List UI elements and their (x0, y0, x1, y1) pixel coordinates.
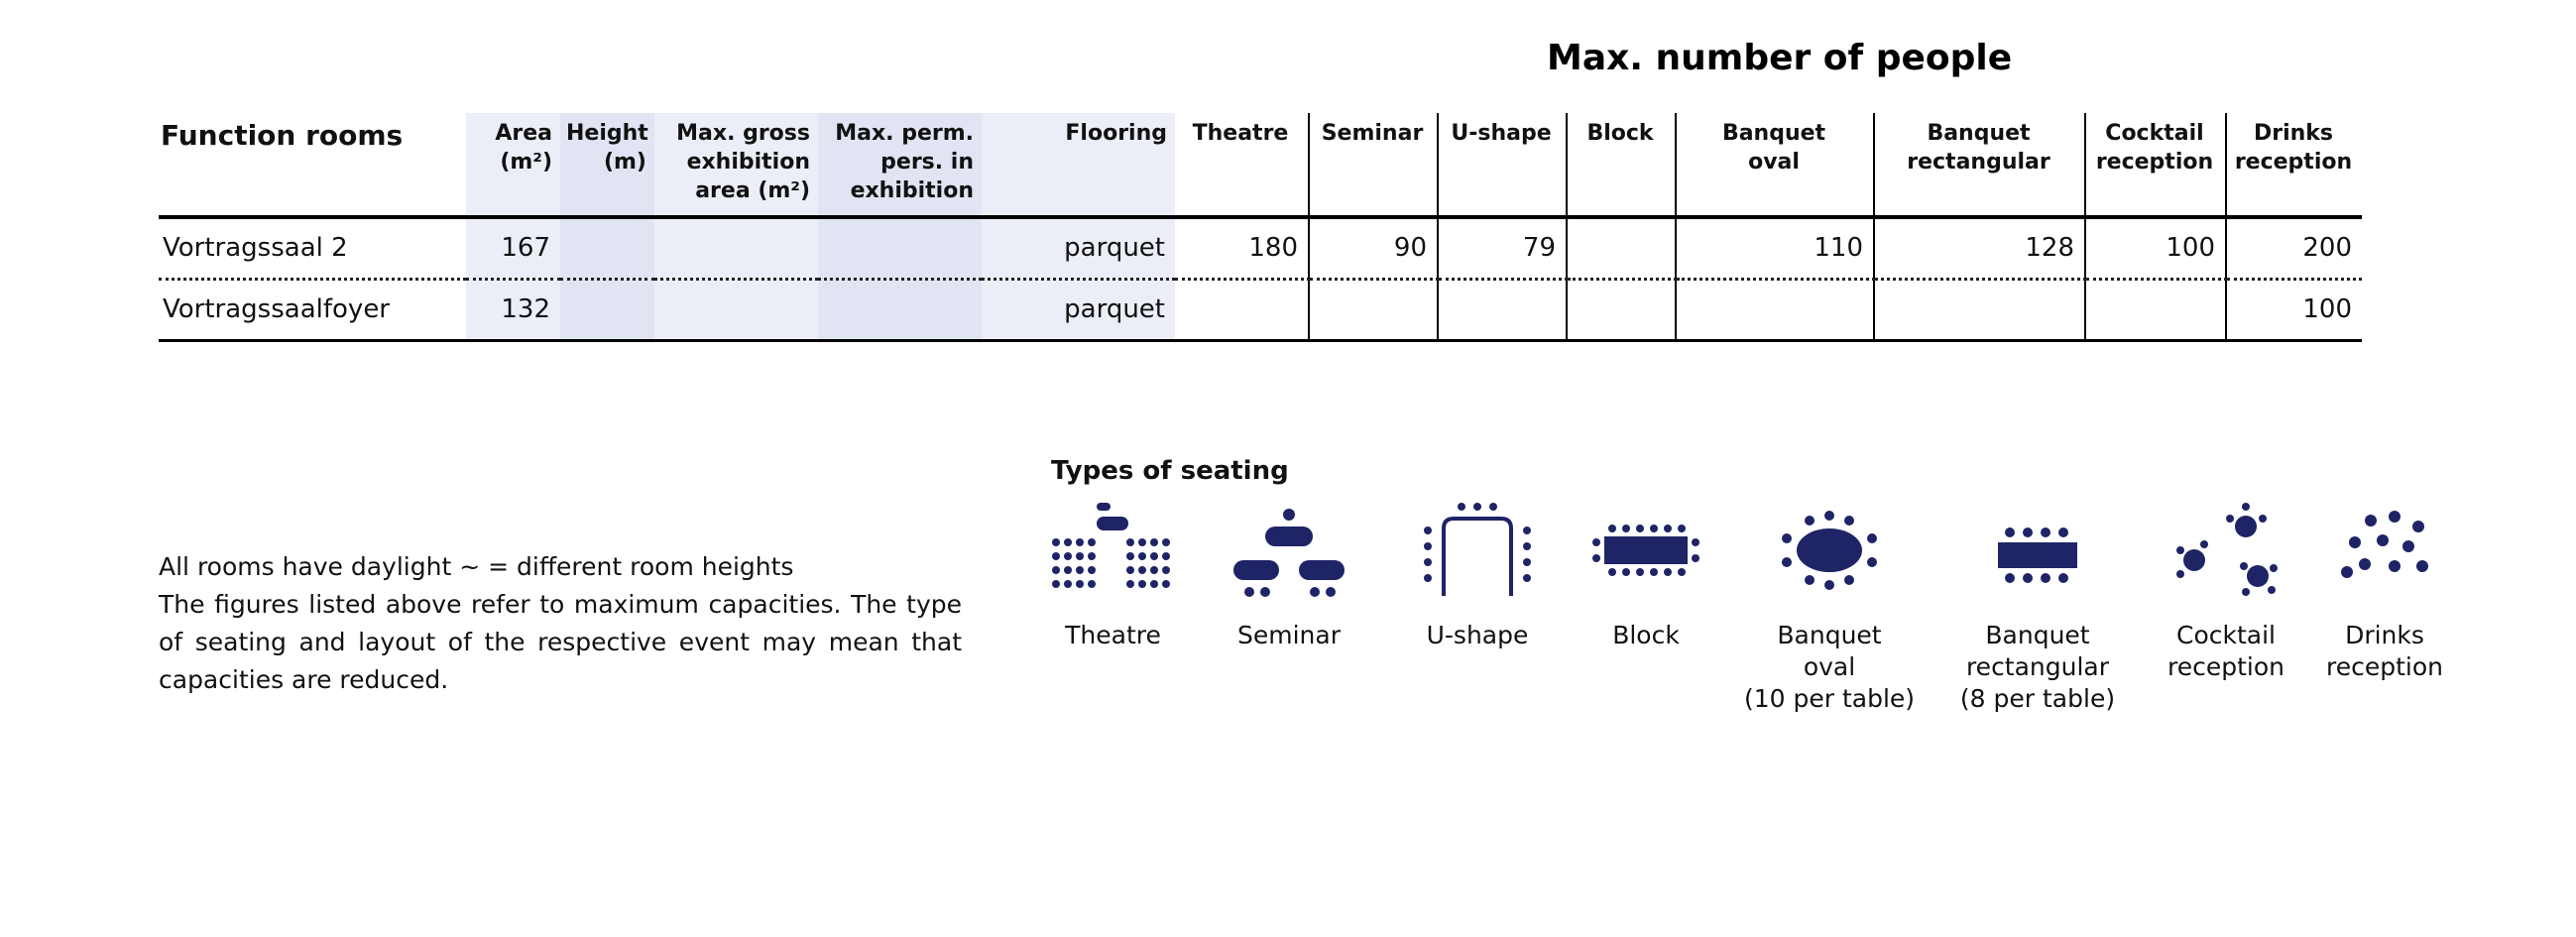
banquet-oval-value (1676, 279, 1874, 340)
col-header-drinks: Drinks reception (2226, 113, 2362, 217)
seating-label: reception (2326, 652, 2443, 681)
block-value (1567, 279, 1676, 340)
note-daylight: All rooms have daylight ~ = different room heights (159, 552, 794, 581)
seating-type-block (1586, 501, 1705, 651)
notes (159, 548, 962, 699)
col-header-perm-persons: Max. perm. pers. in exhibition (818, 113, 982, 217)
seating-type-theatre (1051, 501, 1175, 651)
seating-label: Theatre (1065, 621, 1161, 649)
col-header-banquet-oval: Banquet oval (1676, 113, 1874, 217)
room-name: Vortragssaal 2 (159, 217, 466, 279)
banquet-oval-icon (1770, 501, 1889, 600)
col-header-ushape: U-shape (1438, 113, 1567, 217)
flooring-value: parquet (982, 217, 1175, 279)
drinks-value: 100 (2226, 279, 2362, 340)
ushape-value: 79 (1438, 217, 1567, 279)
seating-label: (10 per table) (1743, 684, 1916, 713)
function-rooms-table (159, 113, 2362, 342)
seating-label: U-shape (1426, 621, 1529, 649)
area-value: 167 (466, 217, 560, 279)
gross-area-value (654, 217, 818, 279)
seating-label: Cocktail (2176, 621, 2276, 649)
seating-type-ushape (1418, 501, 1537, 651)
table-header-row (159, 113, 2362, 217)
seating-label: Seminar (1237, 621, 1341, 649)
types-of-seating-title: Types of seating (1051, 456, 1289, 486)
cocktail-value (2085, 279, 2226, 340)
col-header-height: Height (m) (560, 113, 654, 217)
height-value (560, 217, 654, 279)
table-row (159, 217, 2362, 279)
u-shape-icon (1418, 501, 1537, 600)
seating-type-seminar (1229, 501, 1348, 651)
flooring-value: parquet (982, 279, 1175, 340)
cocktail-value: 100 (2085, 217, 2226, 279)
ushape-value (1438, 279, 1567, 340)
block-value (1567, 217, 1676, 279)
seating-type-banquet-rectangular (1948, 501, 2127, 715)
perm-persons-value (818, 217, 982, 279)
seating-label: (8 per table) (1959, 684, 2116, 713)
seating-type-banquet-oval (1740, 501, 1919, 715)
theatre-icon (1051, 501, 1175, 600)
col-header-cocktail: Cocktail reception (2085, 113, 2226, 217)
banquet-oval-value: 110 (1676, 217, 1874, 279)
max-people-title: Max. number of people (1547, 38, 2013, 78)
block-icon (1586, 501, 1705, 600)
drinks-reception-icon (2325, 501, 2444, 600)
room-name: Vortragssaalfoyer (159, 279, 466, 340)
seating-type-drinks (2320, 501, 2449, 683)
col-header-block: Block (1567, 113, 1676, 217)
cocktail-reception-icon (2166, 501, 2285, 600)
seminar-value (1309, 279, 1438, 340)
seating-label: reception (2167, 652, 2284, 681)
theatre-value: 180 (1175, 217, 1309, 279)
gross-area-value (654, 279, 818, 340)
col-header-gross-area: Max. gross exhibition area (m²) (654, 113, 818, 217)
seating-label: Banquet (1777, 621, 1882, 649)
seminar-value: 90 (1309, 217, 1438, 279)
col-header-room: Function rooms (159, 113, 466, 217)
perm-persons-value (818, 279, 982, 340)
drinks-value: 200 (2226, 217, 2362, 279)
seating-label: rectangular (1965, 652, 2110, 681)
col-header-theatre: Theatre (1175, 113, 1309, 217)
seating-label: oval (1803, 652, 1856, 681)
theatre-value (1175, 279, 1309, 340)
seating-type-cocktail (2157, 501, 2295, 683)
seating-label: Banquet (1985, 621, 2090, 649)
banquet-rect-value (1874, 279, 2085, 340)
seating-label: Drinks (2345, 621, 2424, 649)
col-header-flooring: Flooring (982, 113, 1175, 217)
seating-label: Block (1612, 621, 1680, 649)
col-header-banquet-rect: Banquet rectangular (1874, 113, 2085, 217)
banquet-rect-value: 128 (1874, 217, 2085, 279)
col-header-seminar: Seminar (1309, 113, 1438, 217)
area-value: 132 (466, 279, 560, 340)
height-value (560, 279, 654, 340)
col-header-area: Area (m²) (466, 113, 560, 217)
note-capacities: The figures listed above refer to maximum capacities. The type of seating and layout of the respective event may mean that capacities are reduced. (159, 590, 962, 694)
seminar-icon (1229, 501, 1348, 600)
banquet-rectangular-icon (1978, 501, 2097, 600)
table-row (159, 279, 2362, 340)
